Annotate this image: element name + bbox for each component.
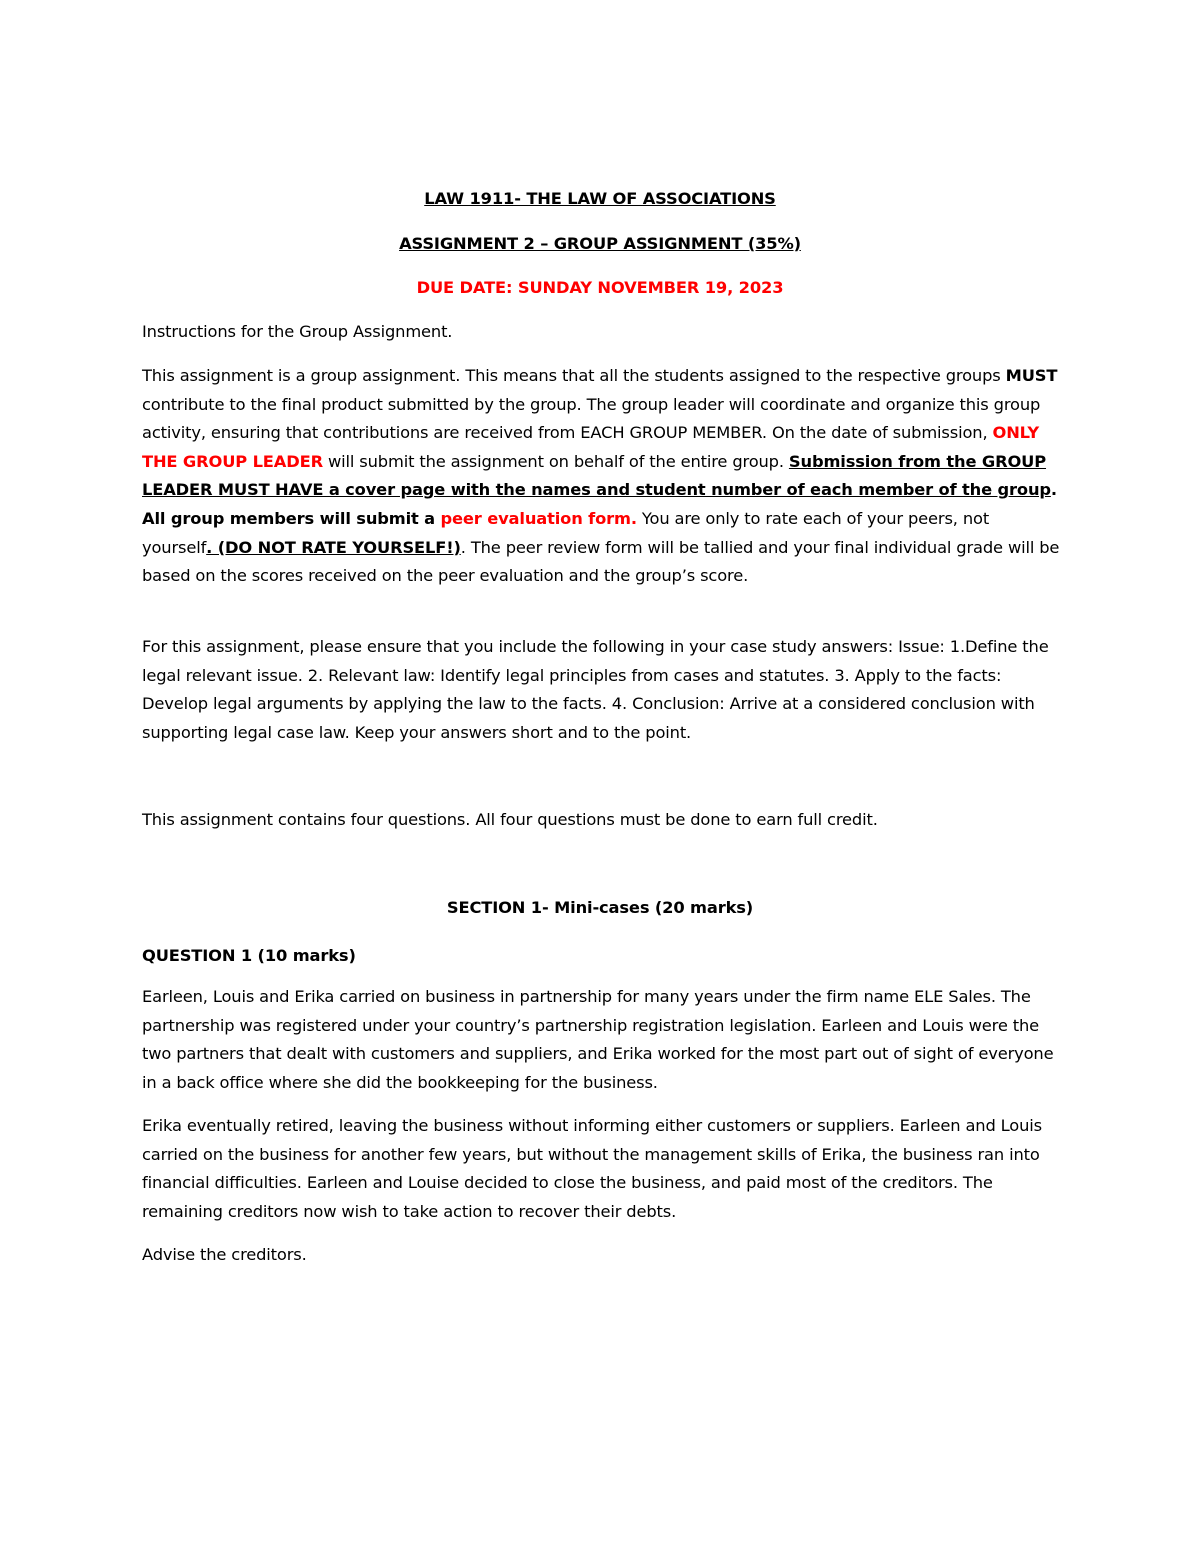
p1-text-3: will submit the assignment on behalf of the entire group.	[322, 451, 789, 471]
p1-only-group-leader: ONLY THE GROUP LEADER	[142, 423, 1039, 471]
p1-must: MUST	[1005, 366, 1058, 385]
question-1-paragraph-2: Erika eventually retired, leaving the business without informing either customers or suppliers. Earleen and Louis carried on the business for another few years, but without the management skills of Erika, the business ran into financial difficulties. Earleen and Louise decided to close the business, and paid most of the creditors. The remaining creditors now wish to take action to recover their debts.	[142, 1116, 1042, 1221]
p1-text-6: . The peer review form will be tallied and your final individual grade will be based on the scores received on the peer evaluation and the group’s score.	[142, 537, 1060, 586]
question-1-paragraph-1: Earleen, Louis and Erika carried on business in partnership for many years under the firm name ELE Sales. The partnership was registered under your country’s partnership registration legislation. Earleen and Louis were the two partners that dealt with customers and suppliers, and Erika worked for the most part out of sight of everyone in a back office where she did the bookkeeping for the business.	[142, 987, 1054, 1092]
instructions-paragraph-1	[142, 362, 1062, 591]
p1-text-2: contribute to the final product submitted by the group. The group leader will coordinate and organize this group activity, ensuring that contributions are received from EACH GROUP MEMBER. On the date of submission,	[142, 394, 1041, 443]
assignment-title: ASSIGNMENT 2 – GROUP ASSIGNMENT (35%)	[399, 234, 801, 253]
p1-text-5: You are only to rate each of your peers, not yourself	[142, 508, 990, 557]
instructions-paragraph-3: This assignment contains four questions. All four questions must be done to earn full credit.	[142, 810, 878, 829]
question-1-heading: QUESTION 1 (10 marks)	[142, 946, 356, 965]
p1-peer-evaluation-form: peer evaluation form.	[440, 508, 637, 528]
instructions-paragraph-2: For this assignment, please ensure that you include the following in your case study answers: Issue: 1.Define the legal relevant issue. 2. Relevant law: Identify legal principles from cases and statutes. 3. Apply to the facts: Develop legal arguments by applying the law to the facts. 4. Conclusion: Arrive at a considered conclusion with supporting legal case law. Keep your answers short and to the point.	[142, 637, 1049, 742]
p1-text-4: . All group members will submit a	[142, 480, 1057, 528]
due-date: DUE DATE: SUNDAY NOVEMBER 19, 2023	[416, 278, 784, 297]
section-1-heading: SECTION 1- Mini-cases (20 marks)	[446, 898, 754, 917]
course-title: LAW 1911- THE LAW OF ASSOCIATIONS	[424, 189, 776, 208]
p1-do-not-rate-yourself: . (DO NOT RATE YOURSELF!)	[206, 537, 461, 557]
p1-text-1: This assignment is a group assignment. This means that all the students assigned to the respective groups	[142, 366, 1006, 385]
instructions-heading: Instructions for the Group Assignment.	[142, 322, 453, 341]
p1-cover-page-requirement: Submission from the GROUP LEADER MUST HAVE a cover page with the names and student number of each member of the group	[142, 451, 1051, 500]
question-1-paragraph-3: Advise the creditors.	[142, 1245, 307, 1264]
